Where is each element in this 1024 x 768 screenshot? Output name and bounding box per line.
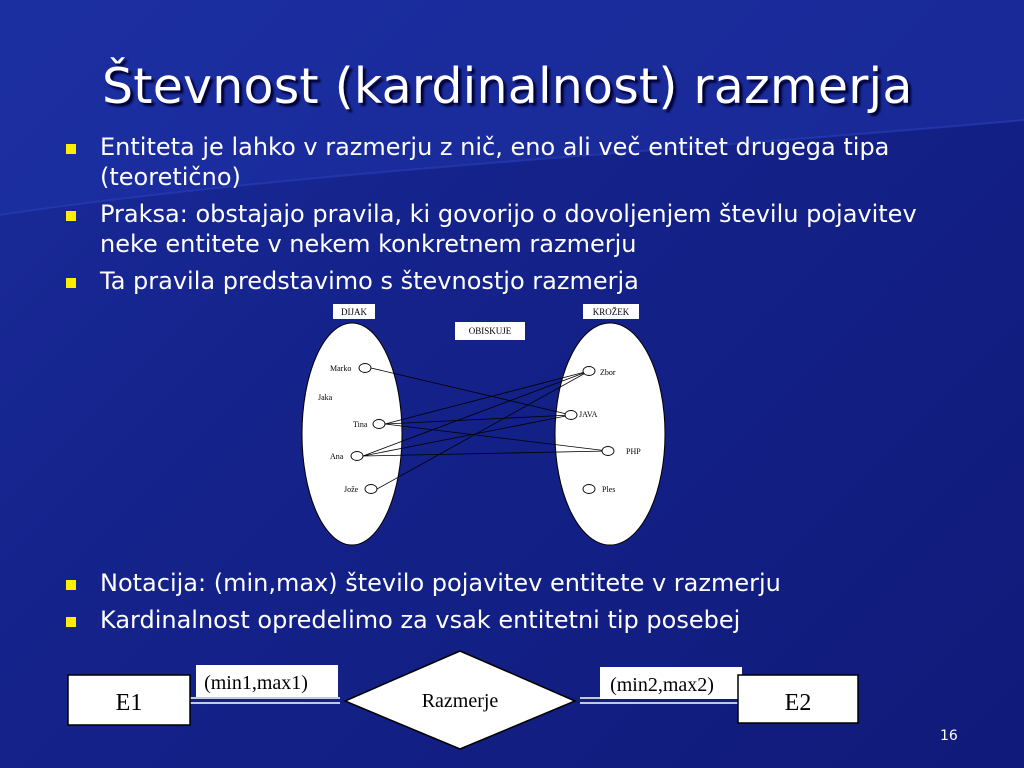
bullet-item	[60, 199, 940, 259]
card2-label: (min2,max2)	[610, 674, 714, 696]
bullet-text: Entiteta je lahko v razmerju z nič, eno ali več entitet drugega tipa (teoretično)	[100, 133, 890, 191]
er-notation-diagram	[60, 645, 870, 755]
left-item-label: Tina	[353, 420, 368, 429]
card1-label: (min1,max1)	[204, 672, 308, 694]
right-item-node	[583, 485, 595, 494]
bullet-marker	[66, 617, 76, 627]
bullet-text: Praksa: obstajajo pravila, ki govorijo o dovoljenjem številu pojavitev neke entitete v nekem konkretnem razmerju	[100, 200, 917, 258]
right-item-node	[602, 447, 614, 456]
bullet-list-top	[60, 132, 940, 303]
bullet-list-bottom	[60, 568, 940, 642]
slide-title: Števnost (kardinalnost) razmerja	[102, 58, 913, 115]
left-set-label: DIJAK	[341, 307, 367, 317]
bullet-text: Kardinalnost opredelimo za vsak entitetni tip posebej	[100, 606, 741, 634]
bullet-item	[60, 132, 940, 192]
bullet-item	[60, 568, 940, 598]
left-set-ellipse	[302, 323, 402, 545]
left-item-label: Ana	[330, 452, 344, 461]
right-set-ellipse	[555, 323, 665, 545]
bullet-item	[60, 605, 940, 635]
right-item-label: PHP	[626, 447, 641, 456]
bullet-marker	[66, 580, 76, 590]
right-item-label: Ples	[602, 485, 616, 494]
bullet-marker	[66, 278, 76, 288]
bullet-marker	[66, 211, 76, 221]
right-item-node	[583, 367, 595, 376]
left-item-node	[351, 452, 363, 461]
right-item-node	[565, 411, 577, 420]
relation-label: OBISKUJE	[468, 326, 512, 336]
entity1-label: E1	[115, 690, 143, 716]
left-item-label: Marko	[330, 364, 352, 373]
entity2-label: E2	[784, 690, 812, 716]
bullet-text: Ta pravila predstavimo s števnostjo razmerja	[100, 267, 639, 295]
slide-number: 16	[940, 728, 958, 744]
left-item-label: Jože	[344, 485, 359, 494]
right-set-label: KROŽEK	[592, 307, 630, 317]
right-item-label: Zbor	[600, 368, 616, 377]
relationship-label: Razmerje	[421, 690, 499, 712]
instance-diagram	[290, 300, 690, 555]
bullet-item	[60, 266, 940, 296]
left-item-node	[359, 364, 371, 373]
left-item-label: Jaka	[318, 393, 333, 402]
right-item-label: JAVA	[579, 410, 598, 419]
bullet-marker	[66, 144, 76, 154]
left-item-node	[373, 420, 385, 429]
left-item-node	[365, 485, 377, 494]
bullet-text: Notacija: (min,max) število pojavitev entitete v razmerju	[100, 569, 781, 597]
